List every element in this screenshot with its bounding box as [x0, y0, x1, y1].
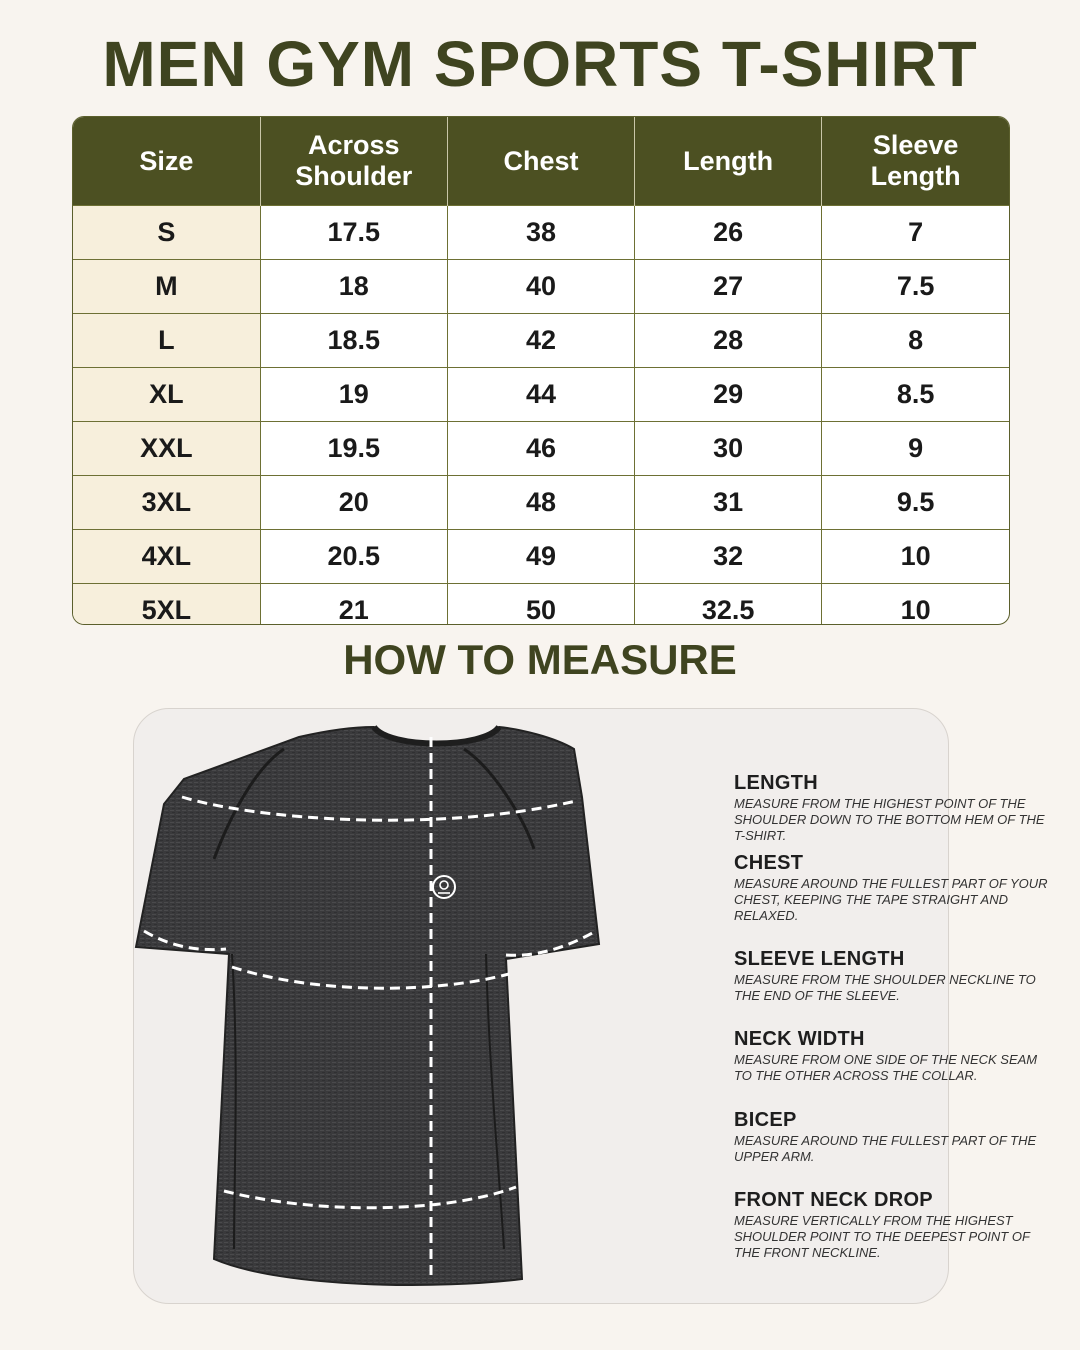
measurement-cell: 38 — [447, 206, 634, 260]
measurement-cell: 18.5 — [260, 314, 447, 368]
size-cell: XXL — [73, 422, 260, 476]
table-row — [73, 422, 1009, 476]
measure-description: MEASURE FROM THE HIGHEST POINT OF THE SHOULDER DOWN TO THE BOTTOM HEM OF THE T-SHIRT. — [734, 796, 1045, 843]
measure-item — [734, 771, 1054, 844]
measurement-cell: 21 — [260, 584, 447, 626]
size-cell: L — [73, 314, 260, 368]
table-row — [73, 368, 1009, 422]
header-across-shoulder: Across Shoulder — [260, 117, 447, 206]
measure-label: BICEP — [734, 1109, 797, 1131]
measurement-cell: 8.5 — [822, 368, 1009, 422]
size-cell: XL — [73, 368, 260, 422]
measurement-cell: 32 — [635, 530, 822, 584]
measurement-cell: 44 — [447, 368, 634, 422]
measurement-cell: 30 — [635, 422, 822, 476]
measure-item — [734, 1027, 1054, 1084]
header-size: Size — [73, 117, 260, 206]
measure-label: CHEST — [734, 852, 804, 874]
measurement-cell: 10 — [822, 584, 1009, 626]
measure-item — [734, 1108, 1054, 1165]
measurement-cell: 8 — [822, 314, 1009, 368]
measure-description: MEASURE VERTICALLY FROM THE HIGHEST SHOULDER POINT TO THE DEEPEST POINT OF THE FRONT NECKLINE. — [734, 1213, 1030, 1260]
measurement-cell: 20 — [260, 476, 447, 530]
size-chart-table — [72, 116, 1010, 625]
measurement-cell: 19.5 — [260, 422, 447, 476]
shirt-body — [136, 727, 599, 1285]
table-row — [73, 584, 1009, 626]
measurement-cell: 9.5 — [822, 476, 1009, 530]
measure-item — [734, 947, 1054, 1004]
header-chest: Chest — [447, 117, 634, 206]
measurement-cell: 42 — [447, 314, 634, 368]
size-cell: S — [73, 206, 260, 260]
measure-label: NECK WIDTH — [734, 1028, 865, 1050]
measurement-cell: 26 — [635, 206, 822, 260]
table-row — [73, 260, 1009, 314]
measurement-cell: 49 — [447, 530, 634, 584]
size-cell: 4XL — [73, 530, 260, 584]
measure-item — [734, 851, 1054, 924]
measurement-cell: 46 — [447, 422, 634, 476]
size-cell: 3XL — [73, 476, 260, 530]
measurement-cell: 48 — [447, 476, 634, 530]
measurement-cell: 50 — [447, 584, 634, 626]
collar — [374, 727, 499, 744]
measurement-cell: 29 — [635, 368, 822, 422]
table-row — [73, 206, 1009, 260]
header-length: Length — [635, 117, 822, 206]
measurement-cell: 7 — [822, 206, 1009, 260]
size-cell: M — [73, 260, 260, 314]
page-title: MEN GYM SPORTS T-SHIRT — [102, 28, 978, 100]
measurement-cell: 9 — [822, 422, 1009, 476]
size-cell: 5XL — [73, 584, 260, 626]
measurement-cell: 17.5 — [260, 206, 447, 260]
measurement-cell: 18 — [260, 260, 447, 314]
measurement-cell: 27 — [635, 260, 822, 314]
measure-item — [734, 1188, 1054, 1261]
measurement-cell: 19 — [260, 368, 447, 422]
measure-description: MEASURE AROUND THE FULLEST PART OF THE UPPER ARM. — [734, 1133, 1037, 1164]
measure-guide-panel — [133, 708, 1048, 1304]
measurement-cell: 31 — [635, 476, 822, 530]
table-row — [73, 530, 1009, 584]
measurement-cell: 32.5 — [635, 584, 822, 626]
table-row — [73, 314, 1009, 368]
measurement-cell: 20.5 — [260, 530, 447, 584]
measure-label: SLEEVE LENGTH — [734, 948, 905, 970]
measure-label: FRONT NECK DROP — [734, 1189, 933, 1211]
measure-description: MEASURE FROM ONE SIDE OF THE NECK SEAM TO THE OTHER ACROSS THE COLLAR. — [734, 1052, 1038, 1083]
measure-description: MEASURE FROM THE SHOULDER NECKLINE TO THE END OF THE SLEEVE. — [734, 972, 1036, 1003]
table-header-row — [73, 117, 1009, 206]
header-sleeve-length: Sleeve Length — [822, 117, 1009, 206]
measurement-cell: 7.5 — [822, 260, 1009, 314]
measurement-cell: 40 — [447, 260, 634, 314]
table-row — [73, 476, 1009, 530]
how-to-measure-heading: HOW TO MEASURE — [343, 636, 737, 683]
measurement-cell: 28 — [635, 314, 822, 368]
measurement-cell: 10 — [822, 530, 1009, 584]
measure-label: LENGTH — [734, 772, 819, 794]
measure-description: MEASURE AROUND THE FULLEST PART OF YOUR CHEST, KEEPING THE TAPE STRAIGHT AND RELAXED. — [734, 876, 1048, 923]
